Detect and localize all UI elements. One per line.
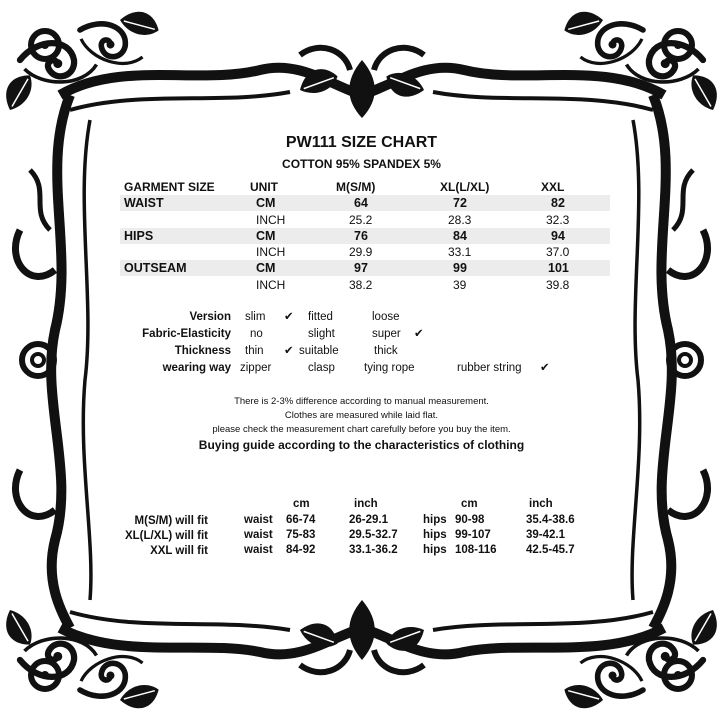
note-line: please check the measurement chart carefully before you buy the item. xyxy=(212,424,511,435)
fit-cell: 99-107 xyxy=(455,529,491,541)
table-cell: 64 xyxy=(354,196,368,210)
fit-cell: 42.5-45.7 xyxy=(526,544,575,556)
fit-cell: 66-74 xyxy=(286,514,316,526)
frame-right-band xyxy=(632,95,672,628)
attr-option: no xyxy=(250,328,263,340)
table-cell: CM xyxy=(256,229,276,243)
row-label-hips: HIPS xyxy=(124,229,154,243)
checkmark-icon: ✔ xyxy=(414,328,424,340)
fit-cell: 108-116 xyxy=(455,544,497,556)
fit-cell: 75-83 xyxy=(286,529,316,541)
table-cell: 28.3 xyxy=(448,213,472,227)
row-label-waist: WAIST xyxy=(124,196,164,210)
table-cell: 97 xyxy=(354,261,368,275)
header-m: M(S/M) xyxy=(336,180,376,194)
attr-option: suitable xyxy=(299,345,339,357)
header-xl: XL(L/XL) xyxy=(440,180,490,194)
attr-option: clasp xyxy=(308,362,335,374)
header-garment-size: GARMENT SIZE xyxy=(124,180,215,194)
fabric-composition: COTTON 95% SPANDEX 5% xyxy=(282,157,441,171)
fit-cell: 90-98 xyxy=(455,514,485,526)
row-label-outseam: OUTSEAM xyxy=(124,261,187,275)
buying-guide-title: Buying guide according to the characteristics of clothing xyxy=(198,438,525,452)
attr-option: slight xyxy=(308,328,335,340)
checkmark-icon: ✔ xyxy=(284,311,294,323)
table-cell: 72 xyxy=(453,196,467,210)
fit-cell: waist xyxy=(244,514,273,526)
attr-label-version: Version xyxy=(189,311,231,323)
fit-header-hips-inch: inch xyxy=(529,498,553,510)
checkmark-icon: ✔ xyxy=(540,362,550,374)
table-cell: 39.8 xyxy=(546,278,570,292)
table-cell: 38.2 xyxy=(349,278,373,292)
fit-cell: waist xyxy=(244,544,273,556)
attr-option: thin xyxy=(245,345,264,357)
fit-size-label: M(S/M) will fit xyxy=(134,515,208,527)
header-unit: UNIT xyxy=(250,180,278,194)
fit-cell: 29.5-32.7 xyxy=(349,529,398,541)
table-cell: 99 xyxy=(453,261,467,275)
attr-option: thick xyxy=(374,345,398,357)
fit-cell: 35.4-38.6 xyxy=(526,514,575,526)
note-line: Clothes are measured while laid flat. xyxy=(284,410,439,421)
bottom-center-ornament xyxy=(297,600,429,672)
table-cell: INCH xyxy=(256,245,286,259)
table-cell: 37.0 xyxy=(546,245,570,259)
note-line: There is 2-3% difference according to manual measurement. xyxy=(234,396,489,407)
top-center-ornament xyxy=(295,48,427,118)
table-cell: 32.3 xyxy=(546,213,570,227)
table-cell: 39 xyxy=(453,278,467,292)
fit-cell: waist xyxy=(244,529,273,541)
header-xxl: XXL xyxy=(541,180,565,194)
chart-title: PW111 SIZE CHART xyxy=(285,134,438,151)
table-cell: CM xyxy=(256,196,276,210)
table-cell: 76 xyxy=(354,229,368,243)
attr-option: zipper xyxy=(240,362,272,374)
table-cell: INCH xyxy=(256,278,286,292)
attr-option: fitted xyxy=(308,311,333,323)
table-cell: 94 xyxy=(551,229,565,243)
table-cell: 84 xyxy=(453,229,467,243)
fit-header-hips-cm: cm xyxy=(461,498,478,510)
fit-cell: 84-92 xyxy=(286,544,316,556)
fit-header-waist-cm: cm xyxy=(293,498,310,510)
fit-size-label: XXL will fit xyxy=(150,545,208,557)
table-cell: 82 xyxy=(551,196,565,210)
attr-label-fabric-elasticity: Fabric-Elasticity xyxy=(142,328,231,340)
attr-option: tying rope xyxy=(364,362,415,374)
attr-label-wearing-way: wearing way xyxy=(162,362,231,374)
fit-header-waist-inch: inch xyxy=(354,498,378,510)
fit-cell: 39-42.1 xyxy=(526,529,566,541)
attr-option: rubber string xyxy=(457,362,522,374)
fit-cell: hips xyxy=(423,529,447,541)
attr-option: super xyxy=(372,328,401,340)
table-cell: 33.1 xyxy=(448,245,472,259)
fit-cell: 33.1-36.2 xyxy=(349,544,398,556)
fit-cell: 26-29.1 xyxy=(349,514,389,526)
fit-cell: hips xyxy=(423,544,447,556)
frame-left-band xyxy=(51,95,91,628)
attr-label-thickness: Thickness xyxy=(174,345,231,357)
table-cell: CM xyxy=(256,261,276,275)
table-cell: 25.2 xyxy=(349,213,373,227)
checkmark-icon: ✔ xyxy=(284,345,294,357)
table-cell: 101 xyxy=(548,261,569,275)
attr-option: loose xyxy=(372,311,400,323)
table-cell: INCH xyxy=(256,213,286,227)
table-cell: 29.9 xyxy=(349,245,373,259)
attr-option: slim xyxy=(245,311,266,323)
fit-cell: hips xyxy=(423,514,447,526)
fit-size-label: XL(L/XL) will fit xyxy=(124,530,208,542)
